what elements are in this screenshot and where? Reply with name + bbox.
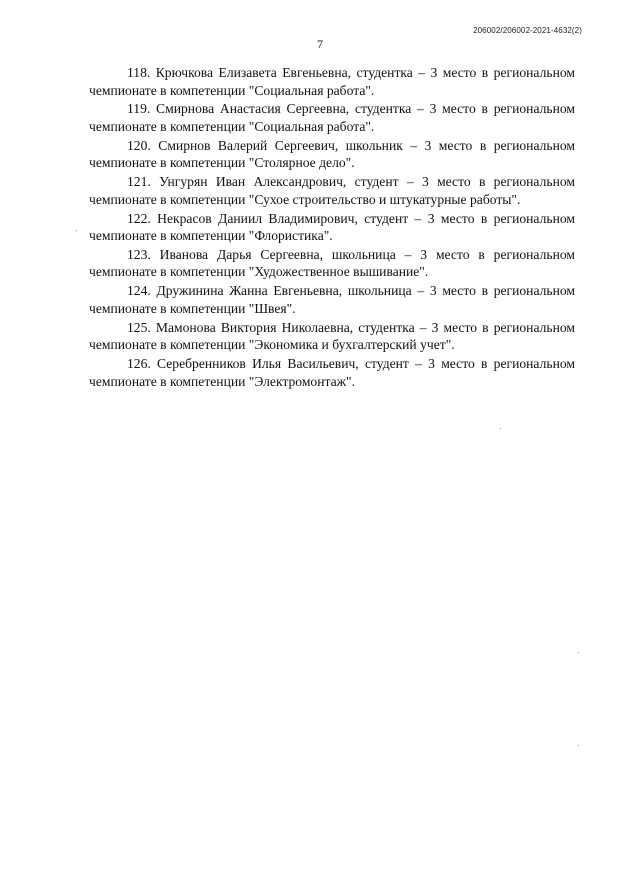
list-item: 124. Дружинина Жанна Евгеньевна, школьница – 3 место в региональном чемпионате в компетенции "Швея". xyxy=(89,283,575,316)
list-item: 123. Иванова Дарья Сергеевна, школьница – 3 место в региональном чемпионате в компетенции "Художественное вышивание". xyxy=(89,246,575,280)
list-item: 122. Некрасов Даниил Владимирович, студент – 3 место в региональном чемпионате в компетенции "Флористика". xyxy=(89,210,575,244)
list-item: 118. Крючкова Елизавета Евгеньевна, студентка – 3 место в региональном чемпионате в компетенции "Социальная работа". xyxy=(89,65,575,98)
scan-speck xyxy=(76,230,77,231)
scan-speck xyxy=(578,652,579,653)
scan-speck xyxy=(500,428,501,429)
list-item: 119. Смирнова Анастасия Сергеевна, студентка – 3 место в региональном чемпионате в компетенции "Социальная работа". xyxy=(89,101,575,134)
page-number: 7 xyxy=(317,37,323,51)
list-item: 126. Серебренников Илья Васильевич, студент – 3 место в региональном чемпионате в компетенции "Электромонтаж". xyxy=(89,356,575,389)
list-item: 121. Унгурян Иван Александрович, студент – 3 место в региональном чемпионате в компетенции "Сухое строительство и штукатурные работы". xyxy=(89,174,575,207)
scan-speck xyxy=(578,745,579,746)
list-item: 125. Мамонова Виктория Николаевна, студентка – 3 место в региональном чемпионате в компетенции "Экономика и бухгалтерский учет". xyxy=(89,319,575,353)
list-item: 120. Смирнов Валерий Сергеевич, школьник – 3 место в региональном чемпионате в компетенции "Столярное дело". xyxy=(89,137,575,171)
award-list xyxy=(89,64,575,391)
document-id: 206002/206002-2021-4632(2) xyxy=(473,26,582,35)
